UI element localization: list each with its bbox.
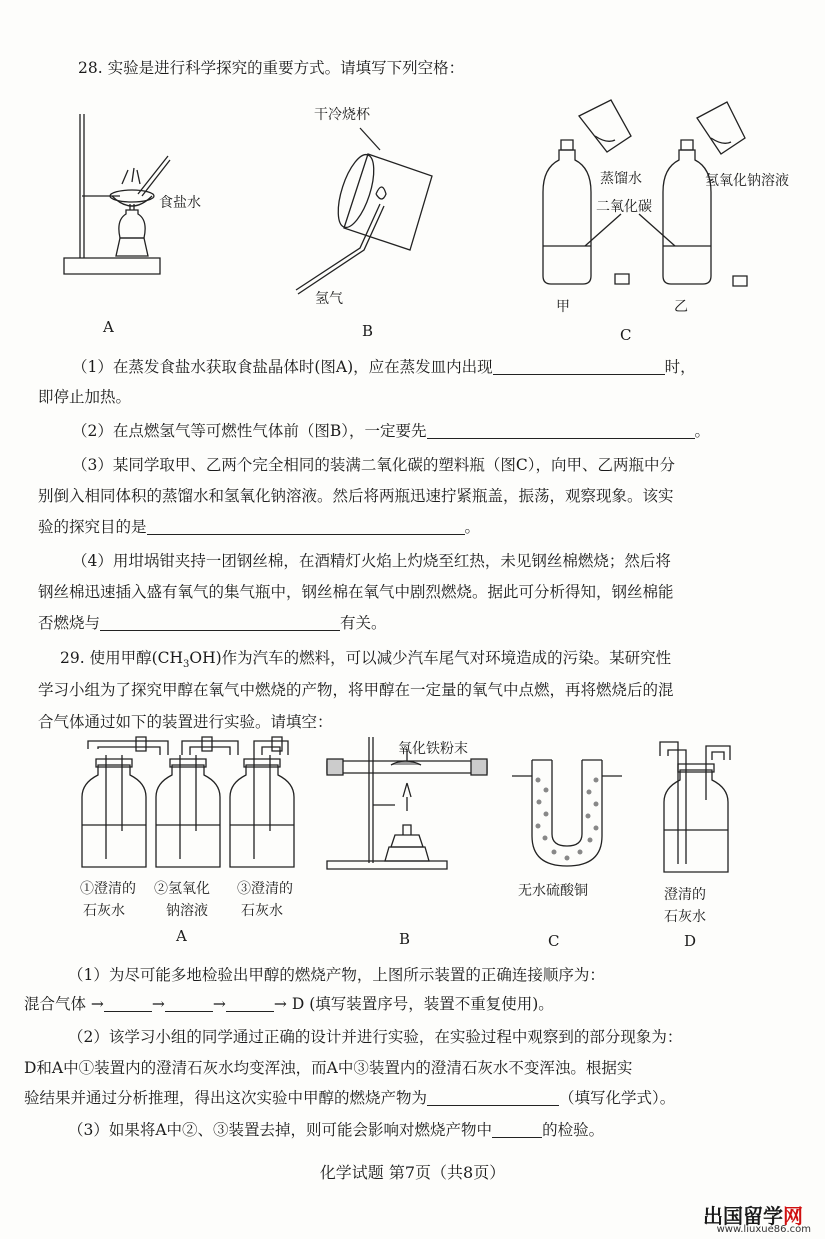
q28-part4-line3: 否燃烧与 有关。 [38,614,387,632]
label-naoh-solution: 氢氧化钠溶液 [705,173,789,189]
q28-answer-blank-2[interactable] [427,422,695,439]
label-bottle-2: ②氢氧化 [154,881,210,897]
label-hydrogen: 氢气 [315,291,343,307]
q29-answer-blank-products[interactable] [427,1089,559,1106]
label-carbon-dioxide: 二氧化碳 [596,199,652,215]
q28-part4-line1: （4）用坩埚钳夹持一团钢丝棉，在酒精灯火焰上灼烧至红热，未见钢丝棉燃烧；然后将 [72,552,671,570]
q29-part2-line2: D和A中①装置内的澄清石灰水均变浑浊，而A中③装置内的澄清石灰水不变浑浊。根据实 [24,1059,633,1077]
q29-line3: 合气体通过如下的装置进行实验。请填空： [38,713,333,731]
page-footer: 化学试题 第7页（共8页） [319,1163,506,1182]
q29-sequence-blank-2[interactable] [165,995,213,1012]
label-bottle-yi: 乙 [674,299,688,315]
label-bottle-2b: 钠溶液 [166,903,208,919]
q28-part2: （2）在点燃氢气等可燃性气体前（图B），一定要先 。 [72,422,711,440]
q29-part2-line3: 验结果并通过分析推理，得出这次实验中甲醇的燃烧产物为 （填写化学式）。 [24,1089,676,1107]
q28-part4-line2: 钢丝棉迅速插入盛有氧气的集气瓶中，钢丝棉在氧气中剧烈燃烧。据此可分析得知，钢丝棉能 [38,583,674,601]
label-distilled-water: 蒸馏水 [600,171,642,187]
q29-line2: 学习小组为了探究甲醇在氧气中燃烧的产物，将甲醇在一定量的氧气中点燃，再将燃烧后的混 [38,681,674,699]
figure-29b-iron-oxide-tube [325,735,495,875]
label-bottle-3: ③澄清的 [237,881,293,897]
q29-line1: 29. 使用甲醇$(CH_3OH)$作为汽车的燃料，可以减少汽车尾气对环境造成的污染。某研究性 [60,649,672,671]
q28-part1-cont: 即停止加热。 [38,388,132,406]
label-anhydrous-cuso4: 无水硫酸铜 [518,883,588,899]
q29-part2-line1: （2）该学习小组的同学通过正确的设计并进行实验，在实验过程中观察到的部分现象为： [68,1028,683,1046]
figure-29a-wash-bottles [80,735,310,875]
q28-intro: 28. 实验是进行科学探究的重要方式。请填写下列空格： [78,59,465,77]
caption-28a: A [103,318,114,336]
label-iron-oxide: 氧化铁粉末 [398,741,468,757]
q28-part1: （1）在蒸发食盐水获取食盐晶体时(图A)，应在蒸发皿内出现 时， [72,358,696,376]
caption-28c: C [620,326,632,344]
site-watermark-logo: 出国留学网 [703,1204,803,1228]
label-dry-cold-beaker: 干冷烧杯 [314,107,370,123]
caption-29d: D [684,932,697,950]
q29-part1-line2: 混合气体 → → → → D (填写装置序号，装置不重复使用)。 [24,995,554,1013]
label-d-lime-water-2: 石灰水 [664,909,706,925]
label-bottle-jia: 甲 [556,299,570,315]
q29-part1-line1: （1）为尽可能多地检验出甲醇的燃烧产物，上图所示装置的正确连接顺序为： [68,966,605,984]
q28-part3-line3: 验的探究目的是 。 [38,518,481,536]
caption-29a: A [176,927,187,945]
caption-28b: B [362,322,374,340]
q29-sequence-blank-1[interactable] [104,995,152,1012]
label-d-lime-water-1: 澄清的 [664,887,706,903]
q29-sequence-blank-3[interactable] [226,995,274,1012]
caption-29c: C [548,932,560,950]
q29-answer-blank-3[interactable] [492,1121,542,1138]
figure-29c-u-tube [512,740,622,870]
figure-28c-co2-bottles [535,96,775,306]
site-watermark-url: www.liuxue86.com [716,1224,811,1235]
q28-answer-blank-1[interactable] [493,358,665,375]
q28-answer-blank-3[interactable] [147,518,465,535]
q28-part3-line2: 别倒入相同体积的蒸馏水和氢氧化钠溶液。然后将两瓶迅速拧紧瓶盖，振荡，观察现象。该实 [38,487,674,505]
label-salt-water: 食盐水 [159,195,201,211]
q28-answer-blank-4[interactable] [100,614,340,631]
q28-part3-line1: （3）某同学取甲、乙两个完全相同的装满二氧化碳的塑料瓶（图C），向甲、乙两瓶中分 [72,456,675,474]
q29-part3: （3）如果将A中②、③装置去掉，则可能会影响对燃烧产物中 的检验。 [68,1121,605,1139]
figure-28a-evaporation [60,110,170,280]
label-bottle-1: ①澄清的 [80,881,136,897]
label-bottle-1b: 石灰水 [83,903,125,919]
figure-28b-hydrogen-test [272,120,472,310]
caption-29b: B [399,930,411,948]
figure-29d-wash-bottle [658,740,738,880]
label-bottle-3b: 石灰水 [241,903,283,919]
